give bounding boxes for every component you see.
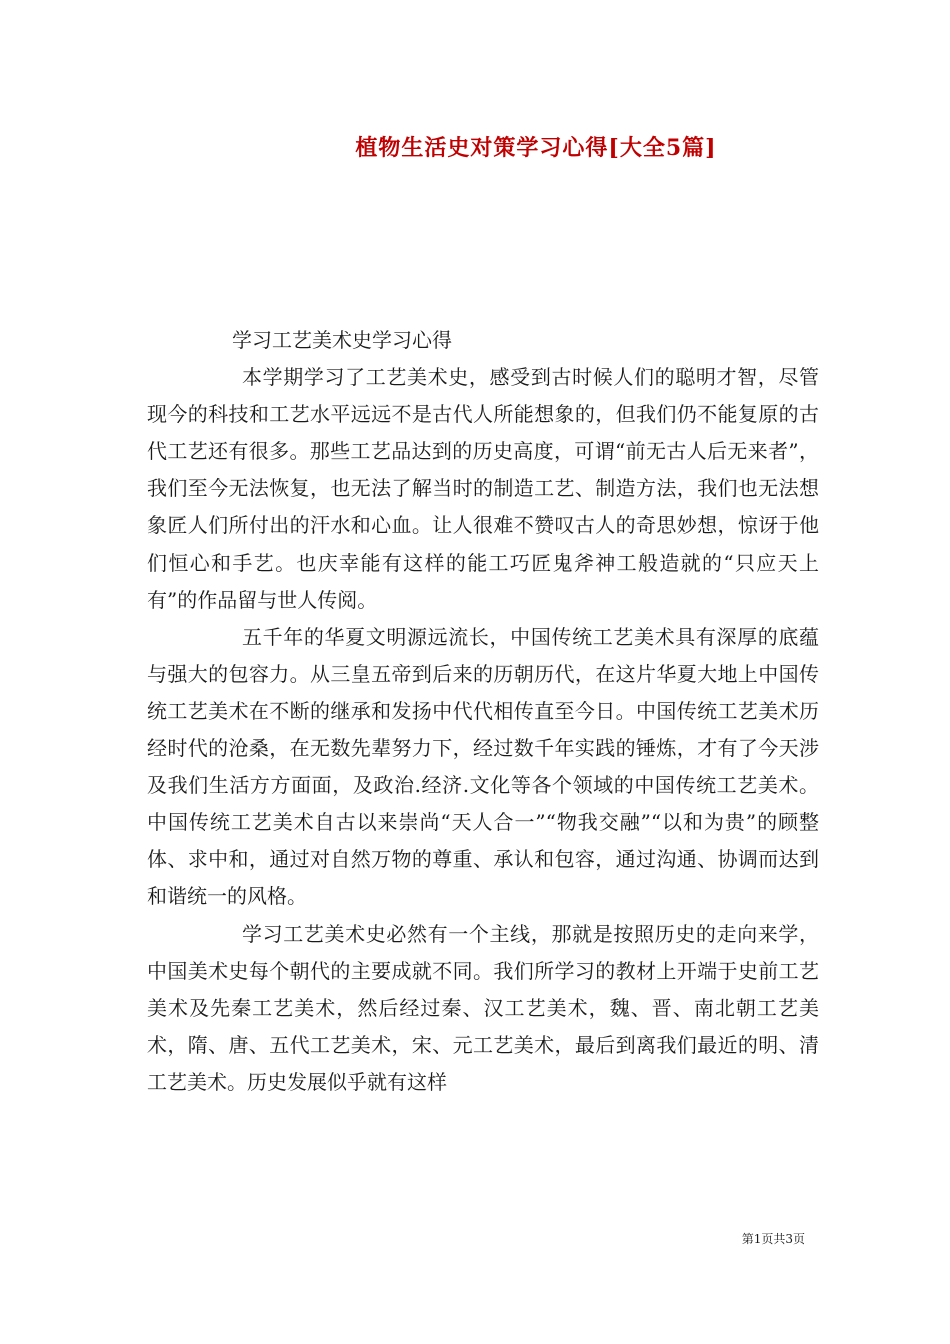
document-body: [147, 322, 819, 1101]
document-title: 植物生活史对策学习心得[大全5篇]: [355, 135, 717, 161]
section-subheading: 学习工艺美术史学习心得: [232, 328, 452, 352]
paragraph-3: 学习工艺美术史必然有一个主线，那就是按照历史的走向来学，中国美术史每个朝代的主要成就不同。我们所学习的教材上开端于史前工艺美术及先秦工艺美术，然后经过秦、汉工艺美术，魏、晋、南北朝工艺美术，隋、唐、五代工艺美术，宋、元工艺美术，最后到离我们最近的明、清工艺美术。历史发展似乎就有这样: [147, 921, 819, 1094]
paragraph-1: 本学期学习了工艺美术史，感受到古时候人们的聪明才智，尽管现今的科技和工艺水平远远不是古代人所能想象的，但我们仍不能复原的古代工艺还有很多。那些工艺品达到的历史高度，可谓“前无古人后无来者”，我们至今无法恢复，也无法了解当时的制造工艺、制造方法，我们也无法想象匠人们所付出的汗水和心血。让人很难不赞叹古人的奇思妙想，惊讶于他们恒心和手艺。也庆幸能有这样的能工巧匠鬼斧神工般造就的“只应天上有”的作品留与世人传阅。: [147, 365, 819, 612]
page-number-footer: 第1页共3页: [741, 1232, 805, 1246]
paragraph-2: 五千年的华夏文明源远流长，中国传统工艺美术具有深厚的底蕴与强大的包容力。从三皇五帝到后来的历朝历代，在这片华夏大地上中国传统工艺美术在不断的继承和发扬中代代相传直至今日。中国传统工艺美术历经时代的沧桑，在无数先辈努力下，经过数千年实践的锤炼，才有了今天涉及我们生活方方面面，及政治.经济.文化等各个领域的中国传统工艺美术。中国传统工艺美术自古以来崇尚“天人合一”“物我交融”“以和为贵”的顾整体、求中和，通过对自然万物的尊重、承认和包容，通过沟通、协调而达到和谐统一的风格。: [147, 624, 819, 909]
